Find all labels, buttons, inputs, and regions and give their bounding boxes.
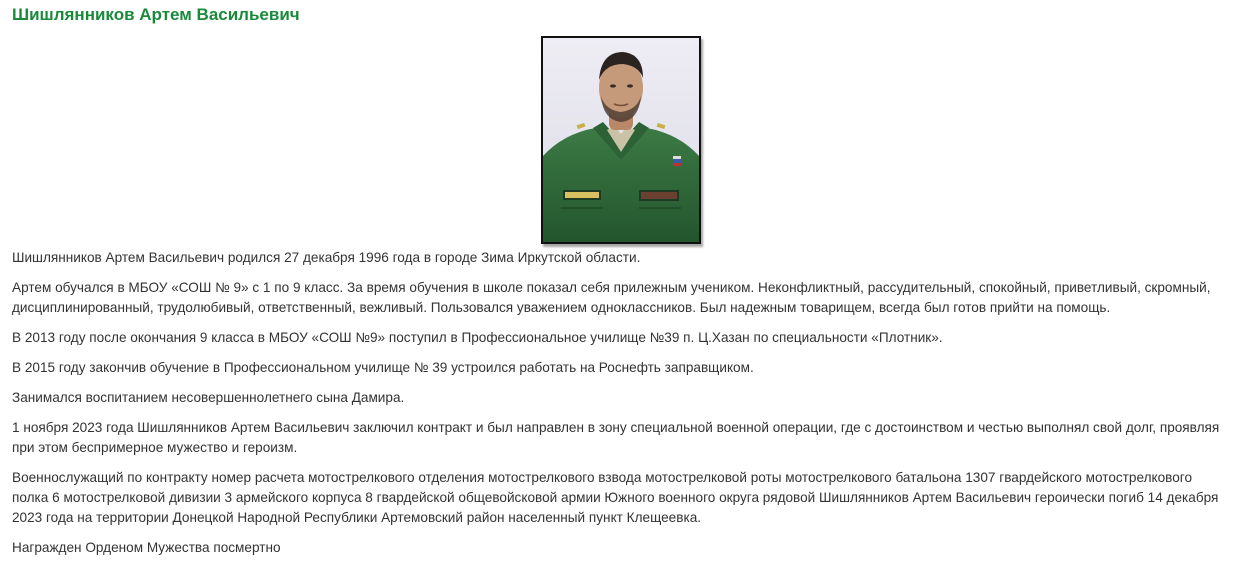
paragraph-work: В 2015 году закончив обучение в Профессиональном училище № 39 устроился работать на Роснефть заправщиком.: [12, 360, 754, 375]
paragraph-service: Военнослужащий по контракту номер расчета мотострелкового отделения мотострелкового взвода мотострелковой роты мотострелкового батальона 1307 гвардейского мотострелкового полка 6 мотострелковой дивизии 3 армейского корпуса 8 гвардейской общевойсковой армии Южного военного округа рядовой Шишлянников Артем Васильевич героически погиб 14 декабря 2023 года на территории Донецкой Народной Республики Артемовский район населенный пункт Клещеевка.: [12, 470, 1219, 525]
paragraph-award: Награжден Орденом Мужества посмертно: [12, 540, 281, 555]
photo-container: [12, 36, 1225, 244]
soldier-portrait-icon: [543, 38, 699, 242]
paragraph-birth: Шишлянников Артем Васильевич родился 27 декабря 1996 года в городе Зима Иркутской области.: [12, 250, 641, 265]
paragraph-college: В 2013 году после окончания 9 класса в МБОУ «СОШ №9» поступил в Профессиональное училище №39 п. Ц.Хазан по специальности «Плотник».: [12, 330, 943, 345]
paragraph-family: Занимался воспитанием несовершеннолетнего сына Дамира.: [12, 390, 405, 405]
biography-text: [12, 248, 1225, 558]
paragraph-school: Артем обучался в МБОУ «СОШ № 9» с 1 по 9 класс. За время обучения в школе показал себя прилежным учеником. Неконфликтный, рассудительный, спокойный, приветливый, скромный, дисциплинированный, трудолюбивый, ответственный, вежливый. Пользовался уважением одноклассников. Был надежным товарищем, всегда был готов прийти на помощь.: [12, 280, 1211, 315]
paragraph-contract: 1 ноября 2023 года Шишлянников Артем Васильевич заключил контракт и был направлен в зону специальной военной операции, где с достоинством и честью выполнял свой долг, проявляя при этом беспримерное мужество и героизм.: [12, 420, 1220, 455]
portrait-photo: [541, 36, 701, 244]
page-title: Шишлянников Артем Васильевич: [12, 5, 300, 24]
